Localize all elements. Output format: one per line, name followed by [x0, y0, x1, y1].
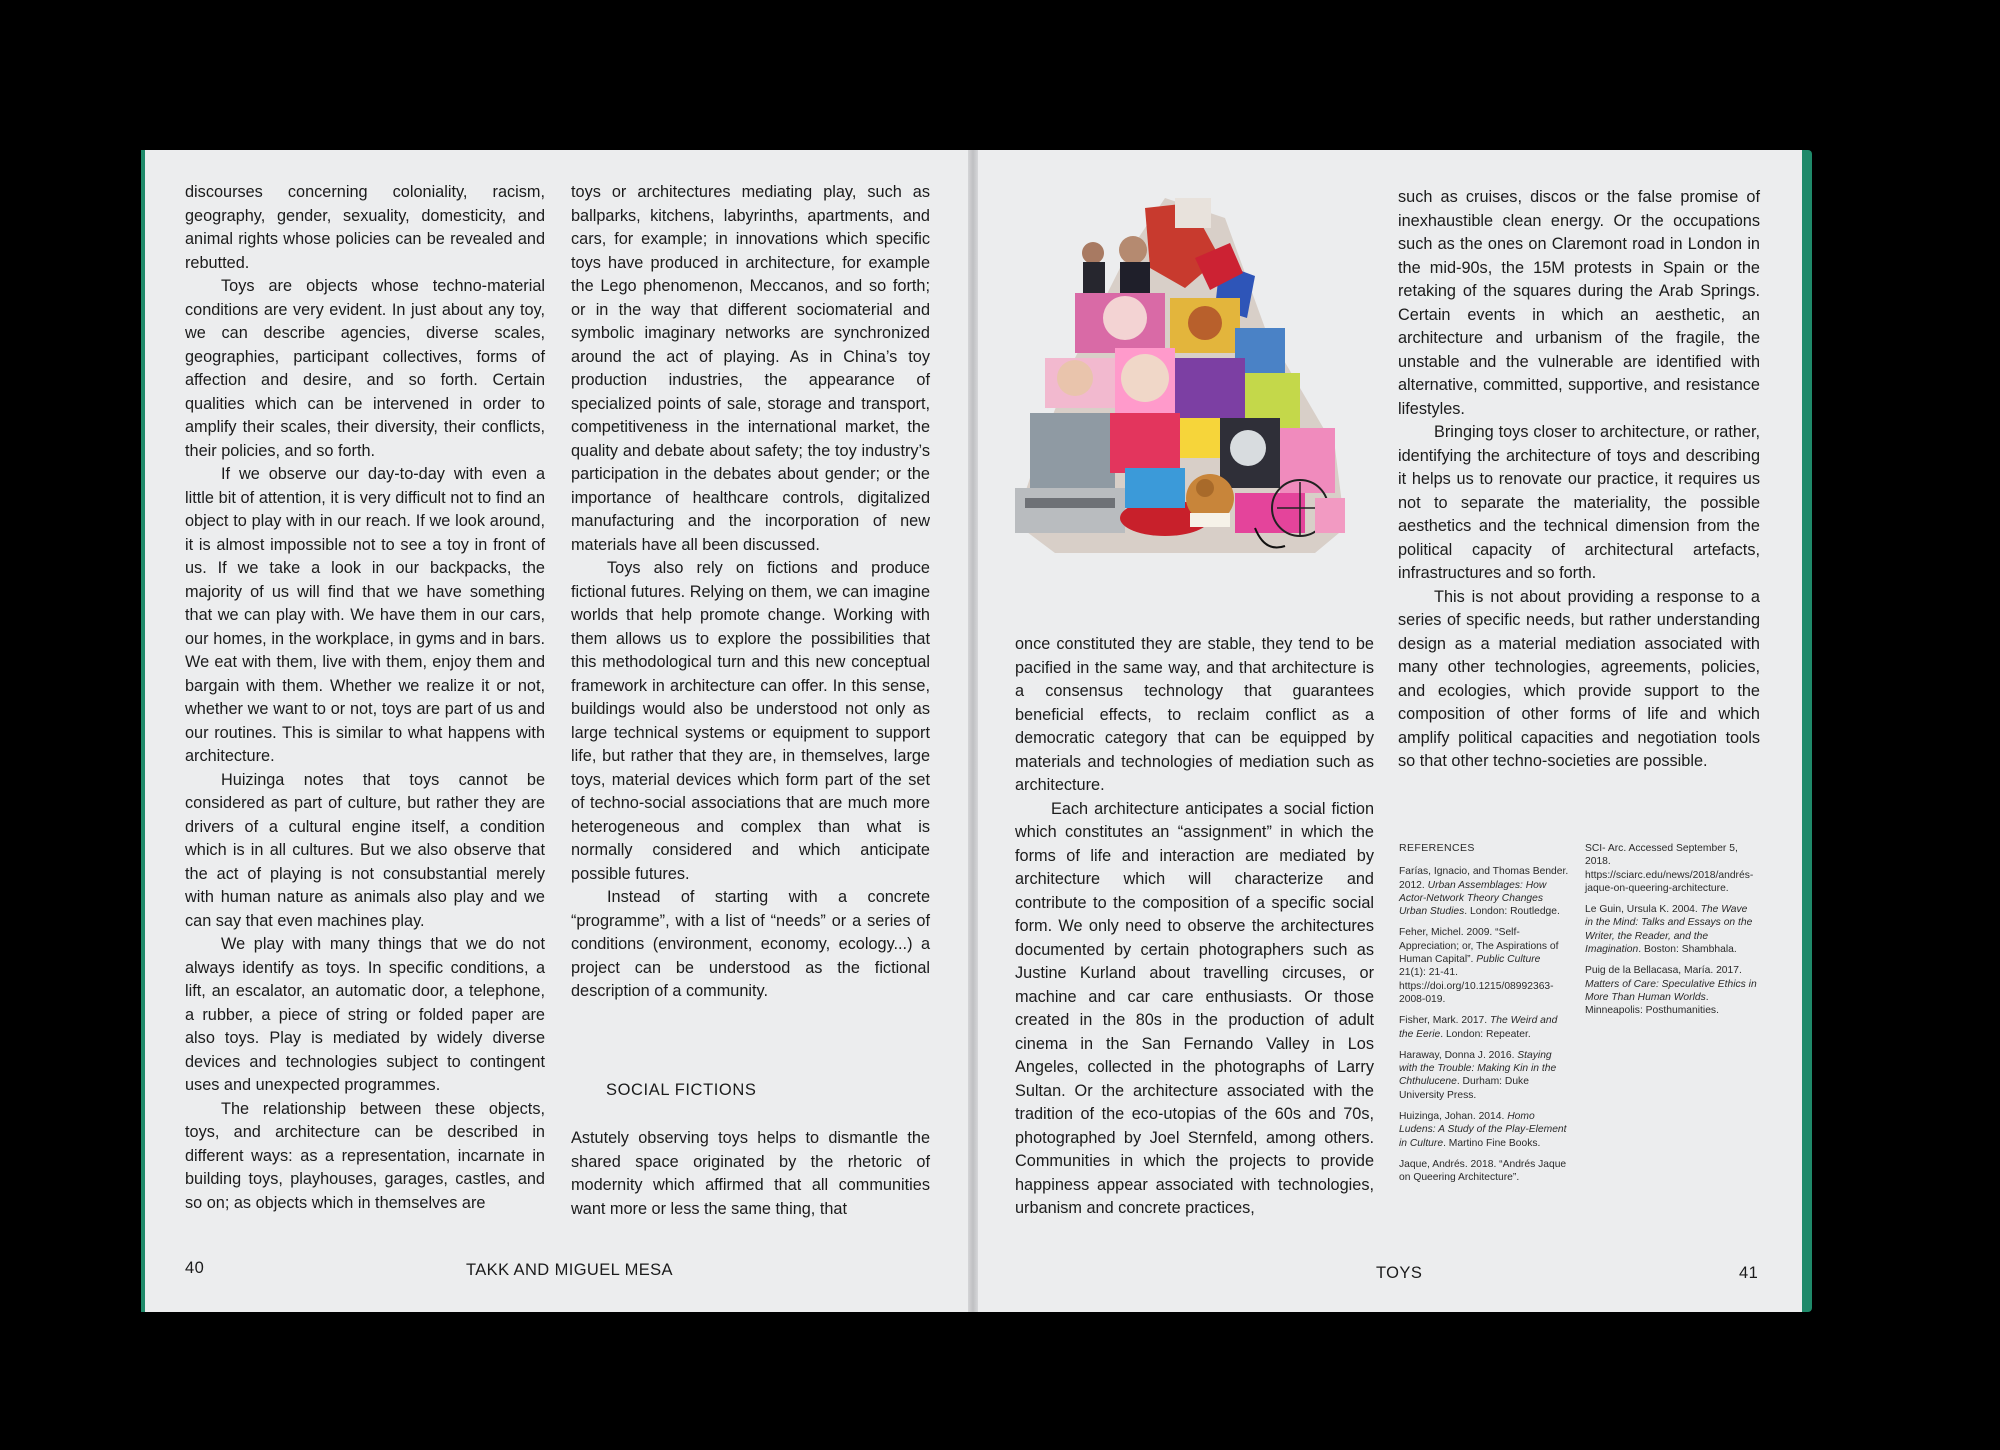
- paragraph: Each architecture anticipates a social fiction which constitutes an “assignment” in which the forms of life and interaction are mediated by architecture which will characterize and contribute to the composition of a specific social form. We only need to observe the architectures documented by certain photographers such as Justine Kurland about travelling circuses, or machine and car care enthusiasts. Or those created in the 80s in the production of adult cinema in the San Fernando Valley in Los Angeles, collected in the photographs of Larry Sultan. Or the architecture associated with the tradition of the eco-utopias of the 60s and 70s, photographed by Joel Sternfeld, among others. Communities in which the projects to provide happiness appear associated with technologies, urbanism and concrete practices,: [1015, 799, 1374, 1217]
- references-column-2: [1585, 842, 1757, 1026]
- reference-entry: Farías, Ignacio, and Thomas Bender. 2012. Urban Assemblages: How Actor-Network Theory Changes Urban Studies. London: Routledge.: [1399, 866, 1569, 918]
- paragraph: such as cruises, discos or the false promise of inexhaustible clean energy. Or the occupations such as the ones on Claremont road in London in the mid-90s, the 15M protests in Spain or the retaking of the squares during the Arab Springs. Certain events in which an aesthetic, an architecture and urbanism of the fragile, the unstable and the vulnerable are identified with alternative, committed, supportive, and resistance lifestyles.: [1398, 188, 1760, 418]
- page-number-left: 40: [185, 1259, 205, 1277]
- paragraph: Instead of starting with a concrete “programme”, with a list of “needs” or a series of conditions (environment, economy, ecology...) a project can be understood as the fictional description of a community.: [571, 888, 930, 1000]
- paragraph: The relationship between these objects, toys, and architecture can be described in different ways: as a representation, incarnate in building toys, playhouses, garages, castles, and so on; as objects which in themselves are: [185, 1099, 545, 1212]
- paragraph: Bringing toys closer to architecture, or rather, identifying the architecture of toys and describing it helps us to renovate our practice, it requires us not to separate the materiality, the possible aesthetics and the technical dimension from the political capacity of architectural artefacts, infrastructures and so forth.: [1398, 423, 1760, 582]
- paragraph: This is not about providing a response to a series of specific needs, but rather understanding design as a material mediation associated with many other technologies, agreements, policies, and ecologies, which provide support to the composition of other forms of life and which amplify political capacities and negotiation tools so that other techno-societies are possible.: [1398, 587, 1760, 770]
- reference-entry: SCI- Arc. Accessed September 5, 2018. https://sciarc.edu/news/2018/andrés-jaque-on-queering-architecture.: [1585, 843, 1754, 894]
- reference-entry: Puig de la Bellacasa, María. 2017. Matters of Care: Speculative Ethics in More Than Human Worlds. Minneapolis: Posthumanities.: [1585, 965, 1757, 1017]
- paragraph: once constituted they are stable, they tend to be pacified in the same way, and that architecture is a consensus technology that guarantees beneficial effects, to reclaim conflict as a democratic category that can be equipped by materials and technologies of mediation such as architecture.: [1015, 635, 1374, 794]
- reference-entry: Feher, Michel. 2009. “Self-Appreciation; or, The Aspirations of Human Capital”. Public Culture 21(1): 21-41. https://doi.org/10.1215/08992363-2008-019.: [1399, 927, 1559, 1005]
- paragraph: discourses concerning coloniality, racism, geography, gender, sexuality, domesticity, and animal rights whose policies can be revealed and rebutted.: [185, 183, 545, 272]
- text-column-4: [1398, 186, 1760, 774]
- references-column-1: [1399, 842, 1569, 1193]
- paragraph: toys or architectures mediating play, such as ballparks, kitchens, labyrinths, apartments, and cars, for example; in innovations which specific toys have produced in architecture, for example the Lego phenomenon, Meccanos, and so forth; or in the way that different sociomaterial and symbolic imaginary networks are synchronized around the act of playing. As in China’s toy production industries, the appearance of specialized points of sale, storage and transport, competitiveness in the international market, the quality and debate about safety; the toy industry’s participation in the debates about gender; or the importance of healthcare controls, digitalized manufacturing and the incorporation of new materials have all been discussed.: [571, 183, 930, 554]
- paragraph: Toys are objects whose techno-material conditions are very evident. In just about any toy, we can describe agencies, diverse scales, geographies, participant collectives, forms of affection and desire, and so forth. Certain qualities which can be intervened in order to amplify their scales, their diversity, their conflicts, their policies, and so forth.: [185, 277, 545, 460]
- text-column-1: [185, 181, 545, 1215]
- references-heading: REFERENCES: [1399, 842, 1475, 854]
- reference-entry: Huizinga, Johan. 2014. Homo Ludens: A Study of the Play-Element in Culture. Martino Fine Books.: [1399, 1111, 1567, 1149]
- reference-entry: Le Guin, Ursula K. 2004. The Wave in the Mind: Talks and Essays on the Writer, the Reader, and the Imagination. Boston: Shambhala.: [1585, 904, 1753, 956]
- reference-entry: Fisher, Mark. 2017. The Weird and the Eerie. London: Repeater.: [1399, 1015, 1558, 1040]
- reference-entry: Haraway, Donna J. 2016. Staying with the Trouble: Making Kin in the Chthulucene. Durham: Duke University Press.: [1399, 1049, 1557, 1101]
- toy-pile-collage: [1015, 198, 1350, 558]
- book-gutter: [968, 150, 978, 1312]
- text-column-2: [571, 181, 930, 1004]
- paragraph: Astutely observing toys helps to dismantle the shared space originated by the rhetoric of modernity which affirmed that all communities want more or less the same thing, that: [571, 1129, 930, 1218]
- running-head-right: TOYS: [1376, 1264, 1423, 1282]
- paragraph: Huizinga notes that toys cannot be considered as part of culture, but rather they are drivers of a cultural engine itself, a condition which is in all cultures. But we also observe that the act of playing is not consubstantial merely with human nature as animals also play and we can say that even machines play.: [185, 770, 545, 930]
- paragraph: Toys also rely on fictions and produce fictional futures. Relying on them, we can imagine worlds that help promote change. Working with them allows us to explore the possibilities that this methodological turn and this new conceptual framework in architecture can offer. In this sense, buildings would also be understood not only as large technical systems or equipment to support life, but rather that they are, in themselves, large toys, material devices which form part of the set of techno-social associations that are much more heterogeneous and complex than what is normally considered and which anticipate possible futures.: [571, 559, 930, 883]
- paragraph: If we observe our day-to-day with even a little bit of attention, it is very difficult not to find an object to play with in our reach. If we look around, it is almost impossible not to see a toy in front of us. If we take a look in our backpacks, the majority of us will find that we have something that we can play with. We have them in our cars, our homes, in the workplace, in gyms and in bars. We eat with them, live with them, enjoy them and bargain with them. Whether we realize it or not, whether we want to or not, toys are part of us and our routines. This is similar to what happens with architecture.: [185, 465, 545, 765]
- text-column-2-continued: [571, 1127, 930, 1221]
- text-column-3: [1015, 633, 1374, 1221]
- paragraph: We play with many things that we do not always identify as toys. In specific conditions, a lift, an escalator, an automatic door, a telephone, a rubber, a piece of string or folded paper are also toys. Play is mediated by widely diverse devices and technologies subject to contingent uses and unexpected programmes.: [185, 935, 545, 1094]
- running-head-left: TAKK AND MIGUEL MESA: [466, 1261, 673, 1279]
- page-number-right: 41: [1739, 1264, 1759, 1282]
- section-heading: SOCIAL FICTIONS: [606, 1081, 757, 1099]
- reference-entry: Jaque, Andrés. 2018. “Andrés Jaque on Queering Architecture”.: [1399, 1158, 1567, 1184]
